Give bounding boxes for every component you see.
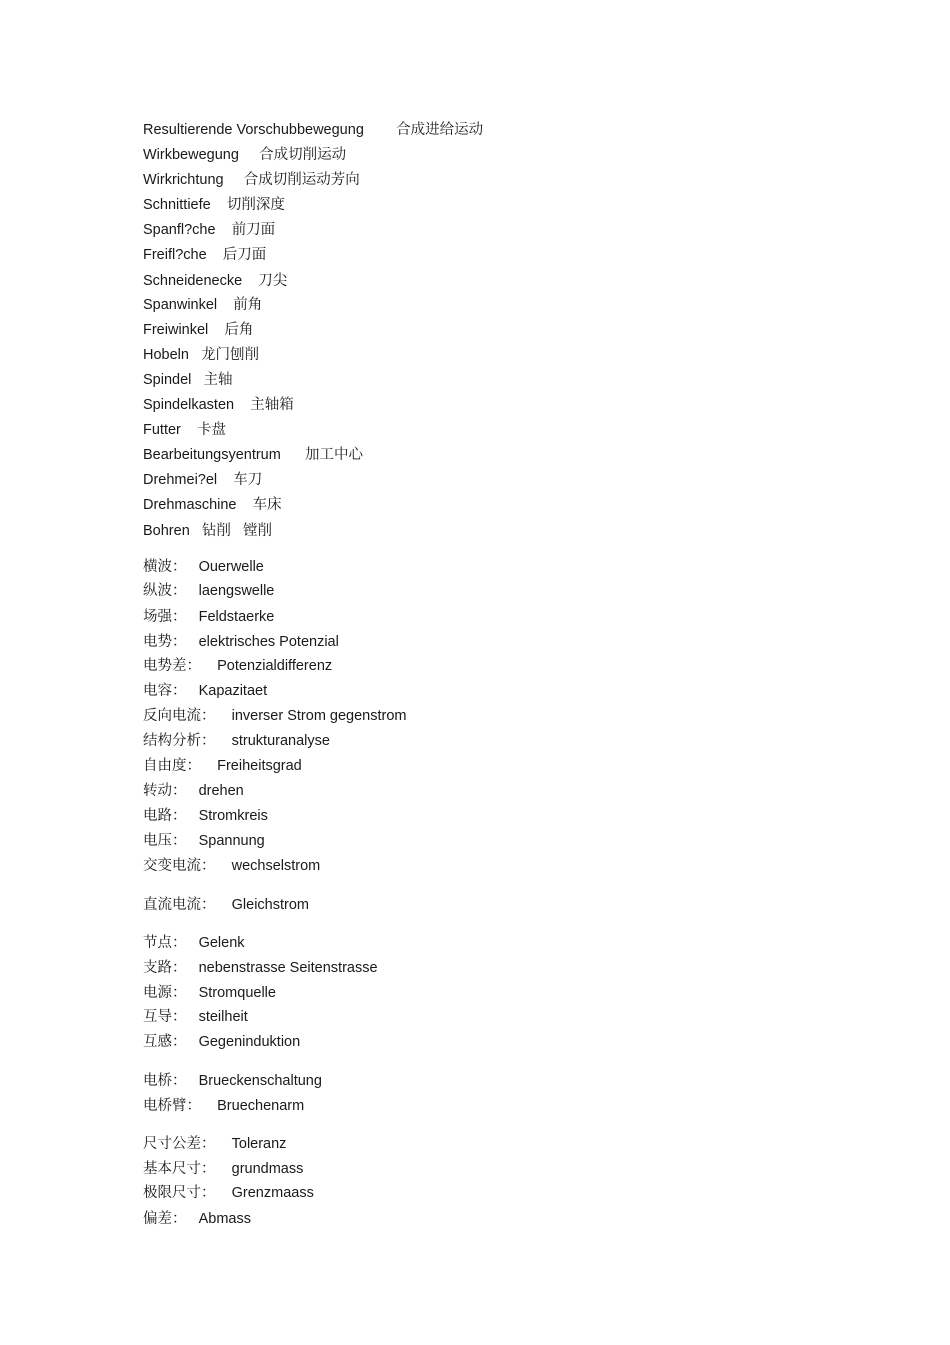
term-german: Spannung [198, 833, 265, 849]
term-german: wechselstrom [231, 858, 321, 874]
term-entry [143, 832, 265, 850]
term-german: elektrisches Potenzial [198, 634, 339, 650]
term-entry [143, 396, 294, 414]
term-german: Bruechenarm [217, 1098, 305, 1114]
term-chinese: 主轴箱 [250, 397, 294, 413]
term-entry [143, 1008, 248, 1026]
term-entry [143, 1184, 314, 1202]
term-german: Spindel [143, 372, 192, 388]
term-german: Schneidenecke [143, 273, 243, 289]
term-chinese: 电路： [143, 808, 187, 824]
term-chinese: 后刀面 [222, 247, 267, 263]
term-chinese: 支路： [143, 960, 187, 976]
term-german: inverser Strom gegenstrom [231, 708, 407, 724]
term-entry [143, 896, 309, 914]
term-entry [143, 558, 264, 576]
term-entry [143, 807, 268, 825]
term-chinese: 电桥： [143, 1073, 187, 1089]
term-chinese: 电桥臂： [143, 1098, 201, 1114]
term-german: Hobeln [143, 347, 189, 363]
term-chinese: 尺寸公差： [143, 1136, 216, 1152]
term-chinese: 电容： [143, 683, 187, 699]
term-entry [143, 296, 262, 314]
term-entry [143, 246, 266, 264]
term-german: Stromquelle [198, 985, 276, 1001]
term-chinese: 自由度： [143, 758, 201, 774]
term-chinese: 电源： [143, 985, 187, 1001]
term-german: Potenzialdifferenz [217, 658, 333, 674]
term-chinese: 极限尺寸： [143, 1185, 216, 1201]
term-entry [143, 471, 262, 489]
term-chinese: 钻削 镗削 [201, 523, 272, 539]
term-german: Spanfl?che [143, 222, 216, 238]
term-chinese: 加工中心 [305, 447, 363, 463]
term-chinese: 基本尺寸： [143, 1161, 216, 1177]
term-entry [143, 782, 244, 800]
term-entry [143, 371, 232, 389]
term-entry [143, 934, 245, 952]
term-entry [143, 959, 378, 977]
term-german: steilheit [198, 1009, 248, 1025]
term-entry [143, 582, 274, 600]
term-german: Freiwinkel [143, 322, 209, 338]
term-chinese: 切削深度 [226, 197, 285, 213]
term-entry [143, 196, 285, 214]
term-chinese: 刀尖 [258, 273, 288, 289]
term-entry [143, 1097, 304, 1115]
term-chinese: 龙门刨削 [201, 347, 260, 363]
term-chinese: 电压： [143, 833, 187, 849]
term-german: Toleranz [231, 1136, 287, 1152]
term-entry [143, 707, 407, 725]
term-entry [143, 496, 282, 514]
term-entry [143, 272, 287, 290]
term-german: strukturanalyse [231, 733, 330, 749]
term-chinese: 卡盘 [197, 422, 226, 438]
term-entry [143, 633, 339, 651]
term-german: Freiheitsgrad [217, 758, 302, 774]
term-entry [143, 1160, 303, 1178]
term-german: Feldstaerke [198, 609, 275, 625]
term-german: Wirkbewegung [143, 147, 239, 163]
term-german: Gleichstrom [231, 897, 309, 913]
term-entry [143, 321, 253, 339]
term-entry [143, 221, 275, 239]
term-chinese: 前刀面 [231, 222, 276, 238]
term-chinese: 后角 [224, 322, 254, 338]
term-entry [143, 522, 272, 540]
term-german: Resultierende Vorschubbewegung [143, 122, 364, 138]
term-chinese: 反向电流： [143, 708, 216, 724]
term-german: Schnittiefe [143, 197, 211, 213]
term-entry [143, 984, 276, 1002]
term-german: Bearbeitungsyentrum [143, 447, 281, 463]
term-chinese: 前角 [233, 297, 263, 313]
term-chinese: 主轴 [203, 372, 233, 388]
term-entry [143, 1072, 322, 1090]
term-german: Brueckenschaltung [198, 1073, 322, 1089]
term-chinese: 偏差： [143, 1211, 187, 1227]
term-chinese: 互导： [143, 1009, 187, 1025]
term-entry [143, 346, 259, 364]
term-entry [143, 146, 346, 164]
term-entry [143, 682, 267, 700]
term-german: drehen [198, 783, 244, 799]
term-entry [143, 121, 483, 139]
term-chinese: 横波： [143, 559, 187, 575]
term-entry [143, 757, 302, 775]
term-chinese: 节点： [143, 935, 187, 951]
term-german: Bohren [143, 523, 190, 539]
term-chinese: 交变电流： [143, 858, 216, 874]
term-entry [143, 608, 274, 626]
term-chinese: 电势： [143, 634, 187, 650]
term-chinese: 合成切削运动 [259, 147, 347, 163]
term-german: Spindelkasten [143, 397, 235, 413]
term-german: Gegeninduktion [198, 1034, 301, 1050]
term-german: Drehmaschine [143, 497, 237, 513]
term-entry [143, 1210, 251, 1228]
term-german: grundmass [231, 1161, 304, 1177]
term-german: Futter [143, 422, 181, 438]
term-german: Stromkreis [198, 808, 268, 824]
term-german: Drehmei?el [143, 472, 218, 488]
term-german: Kapazitaet [198, 683, 268, 699]
term-entry [143, 421, 226, 439]
term-chinese: 合成进给运动 [396, 122, 484, 138]
term-chinese: 合成切削运动芳向 [243, 172, 360, 188]
term-chinese: 场强： [143, 609, 187, 625]
term-german: Spanwinkel [143, 297, 218, 313]
term-german: Freifl?che [143, 247, 207, 263]
term-chinese: 车刀 [233, 472, 263, 488]
term-entry [143, 732, 330, 750]
term-chinese: 转动： [143, 783, 187, 799]
term-german: Abmass [198, 1211, 251, 1227]
term-entry [143, 446, 363, 464]
term-chinese: 结构分析： [143, 733, 216, 749]
term-entry [143, 857, 320, 875]
term-chinese: 电势差： [143, 658, 201, 674]
term-entry [143, 1033, 300, 1051]
term-chinese: 车床 [252, 497, 282, 513]
term-chinese: 纵波： [143, 583, 187, 599]
term-german: nebenstrasse Seitenstrasse [198, 960, 378, 976]
term-chinese: 直流电流： [143, 897, 216, 913]
term-german: laengswelle [198, 583, 275, 599]
term-entry [143, 1135, 286, 1153]
term-entry [143, 171, 360, 189]
term-german: Grenzmaass [231, 1185, 314, 1201]
term-german: Ouerwelle [198, 559, 264, 575]
term-entry [143, 657, 332, 675]
term-chinese: 互感： [143, 1034, 187, 1050]
term-german: Gelenk [198, 935, 245, 951]
term-german: Wirkrichtung [143, 172, 224, 188]
